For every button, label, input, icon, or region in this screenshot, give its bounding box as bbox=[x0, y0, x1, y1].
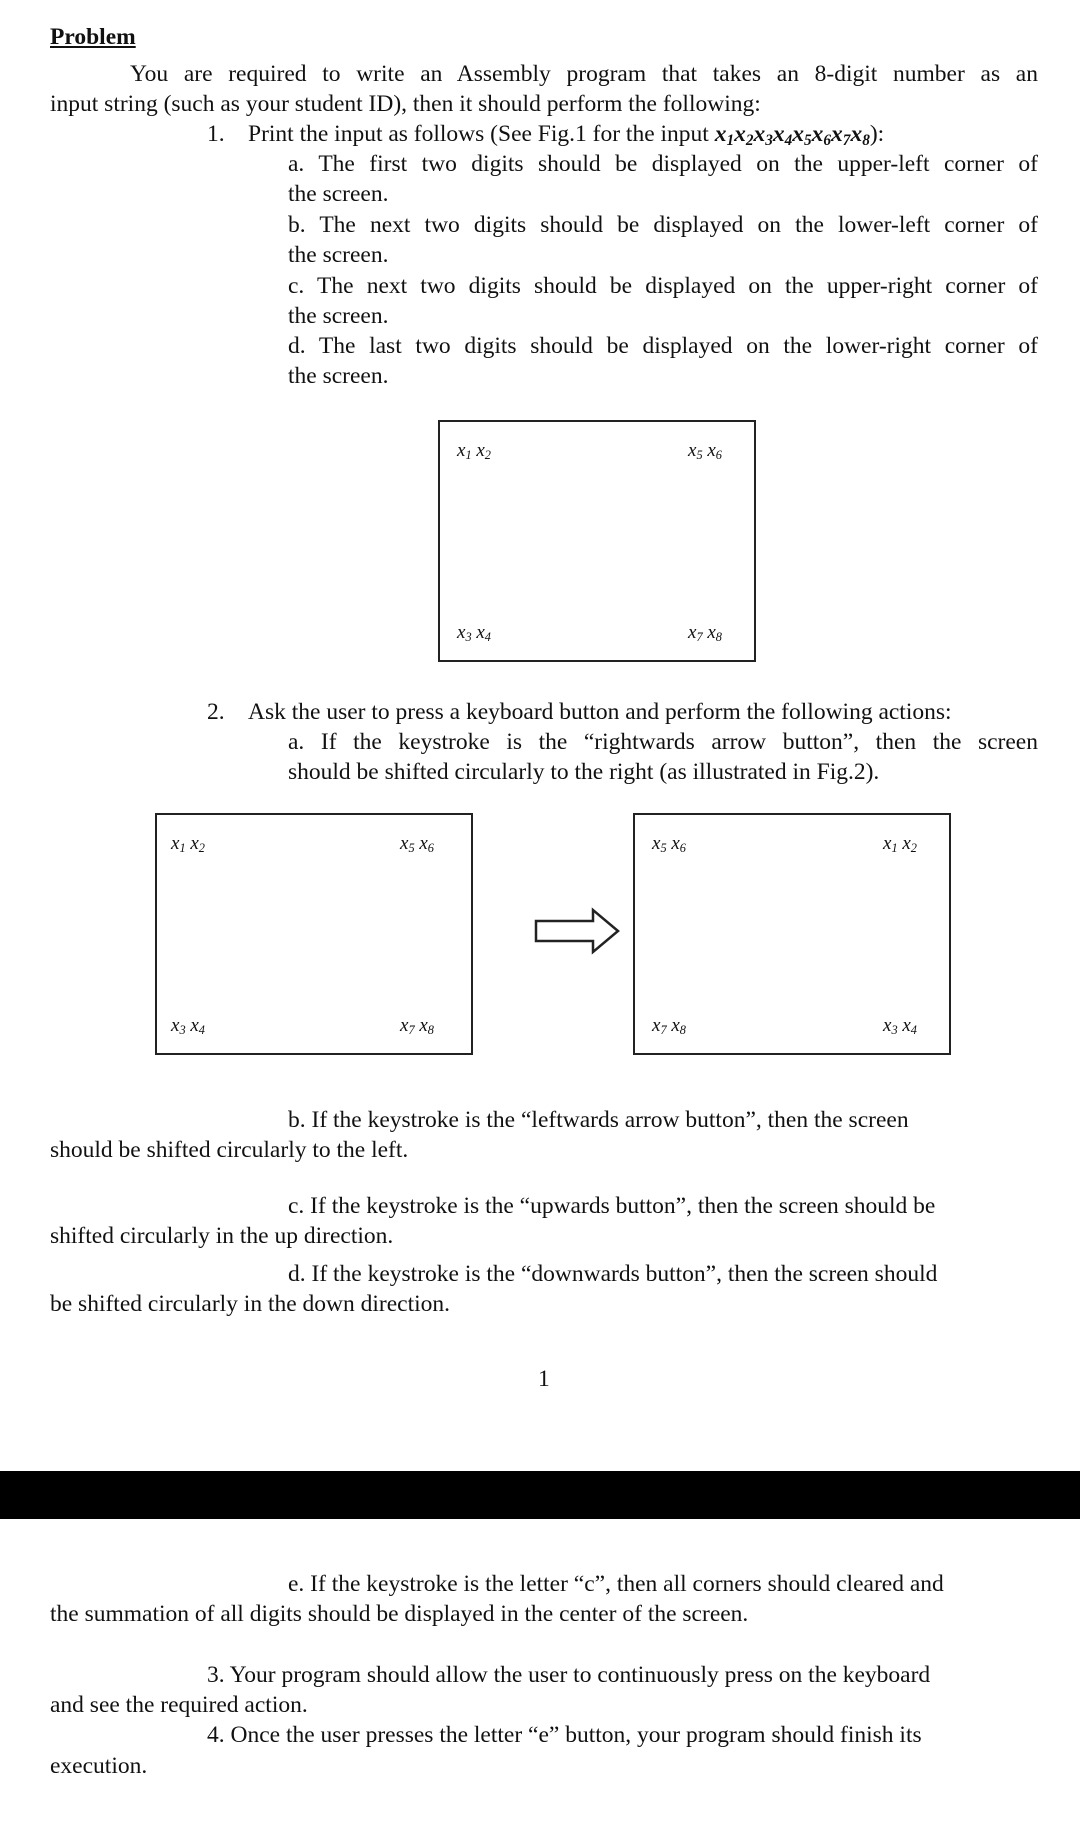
fig2-before-lower-left-label: $x_3$ $x_4$ bbox=[171, 1015, 205, 1038]
item2-b-line-2: should be shifted circularly to the left. bbox=[50, 1137, 409, 1163]
item2-c-line-2: shifted circularly in the up direction. bbox=[50, 1223, 394, 1249]
fig1-lower-right-label: $x_7$ $x_8$ bbox=[688, 622, 722, 645]
fig2-before-upper-left-label: $x_1$ $x_2$ bbox=[171, 833, 205, 856]
item1-line bbox=[248, 119, 884, 149]
item2-d-line-2: be shifted circularly in the down direction. bbox=[50, 1291, 451, 1317]
fig1-upper-left-label: $x_1$ $x_2$ bbox=[457, 440, 491, 463]
fig2-after-screen-box bbox=[633, 813, 951, 1055]
page-separator-band bbox=[0, 1471, 1080, 1519]
item2-c-line-1: c. If the keystroke is the “upwards button”, then the screen should be bbox=[288, 1193, 936, 1219]
fig2-after-lower-right-label: $x_3$ $x_4$ bbox=[883, 1015, 917, 1038]
item1-number: 1. bbox=[207, 121, 225, 147]
item2-e-line-1: e. If the keystroke is the letter “c”, then all corners should cleared and bbox=[288, 1571, 944, 1597]
item1-b-line-1: b. The next two digits should be displayed on the lower-left corner of bbox=[288, 212, 1038, 238]
fig1-screen-box bbox=[438, 420, 756, 662]
item2-b-line-1: b. If the keystroke is the “leftwards arrow button”, then the screen bbox=[288, 1107, 909, 1133]
right-hollow-arrow-icon bbox=[533, 905, 623, 955]
item2-number: 2. bbox=[207, 699, 225, 725]
item1-a-line-1: a. The first two digits should be displayed on the upper-left corner of bbox=[288, 151, 1038, 177]
page-number: 1 bbox=[538, 1366, 550, 1392]
item2-text: Ask the user to press a keyboard button and perform the following actions: bbox=[248, 699, 952, 725]
item4-line-1: 4. Once the user presses the letter “e” button, your program should finish its bbox=[207, 1722, 922, 1748]
fig2-after-upper-right-label: $x_1$ $x_2$ bbox=[883, 833, 917, 856]
item1-a-line-2: the screen. bbox=[288, 181, 389, 207]
fig2-after-lower-left-label: $x_7$ $x_8$ bbox=[652, 1015, 686, 1038]
item1-c-line-1: c. The next two digits should be displayed on the upper-right corner of bbox=[288, 273, 1038, 299]
item2-a-line-2: should be shifted circularly to the right (as illustrated in Fig.2). bbox=[288, 759, 880, 785]
fig1-upper-right-label: $x_5$ $x_6$ bbox=[688, 440, 722, 463]
page-heading: Problem bbox=[50, 24, 136, 50]
fig2-before-upper-right-label: $x_5$ $x_6$ bbox=[400, 833, 434, 856]
item1-text: Print the input as follows (See Fig.1 for the input bbox=[248, 121, 709, 147]
fig1-lower-left-label: $x_3$ $x_4$ bbox=[457, 622, 491, 645]
item4-line-2: execution. bbox=[50, 1753, 148, 1779]
fig2-before-screen-box bbox=[155, 813, 473, 1055]
item1-sequence: $x_1x_2x_3x_4x_5x_6x_7x_8$ bbox=[714, 121, 870, 149]
intro-line-1: You are required to write an Assembly program that takes an 8-digit number as an bbox=[130, 61, 1038, 87]
item2-e-line-2: the summation of all digits should be displayed in the center of the screen. bbox=[50, 1601, 749, 1627]
intro-line-2: input string (such as your student ID), then it should perform the following: bbox=[50, 91, 761, 117]
item1-d-line-1: d. The last two digits should be displayed on the lower-right corner of bbox=[288, 333, 1038, 359]
fig2-before-lower-right-label: $x_7$ $x_8$ bbox=[400, 1015, 434, 1038]
item2-a-line-1: a. If the keystroke is the “rightwards arrow button”, then the screen bbox=[288, 729, 1038, 755]
item1-b-line-2: the screen. bbox=[288, 242, 389, 268]
item1-c-line-2: the screen. bbox=[288, 303, 389, 329]
item1-close: ): bbox=[869, 121, 885, 147]
item3-line-2: and see the required action. bbox=[50, 1692, 308, 1718]
fig2-after-upper-left-label: $x_5$ $x_6$ bbox=[652, 833, 686, 856]
item2-d-line-1: d. If the keystroke is the “downwards button”, then the screen should bbox=[288, 1261, 938, 1287]
item3-line-1: 3. Your program should allow the user to continuously press on the keyboard bbox=[207, 1662, 931, 1688]
item1-d-line-2: the screen. bbox=[288, 363, 389, 389]
